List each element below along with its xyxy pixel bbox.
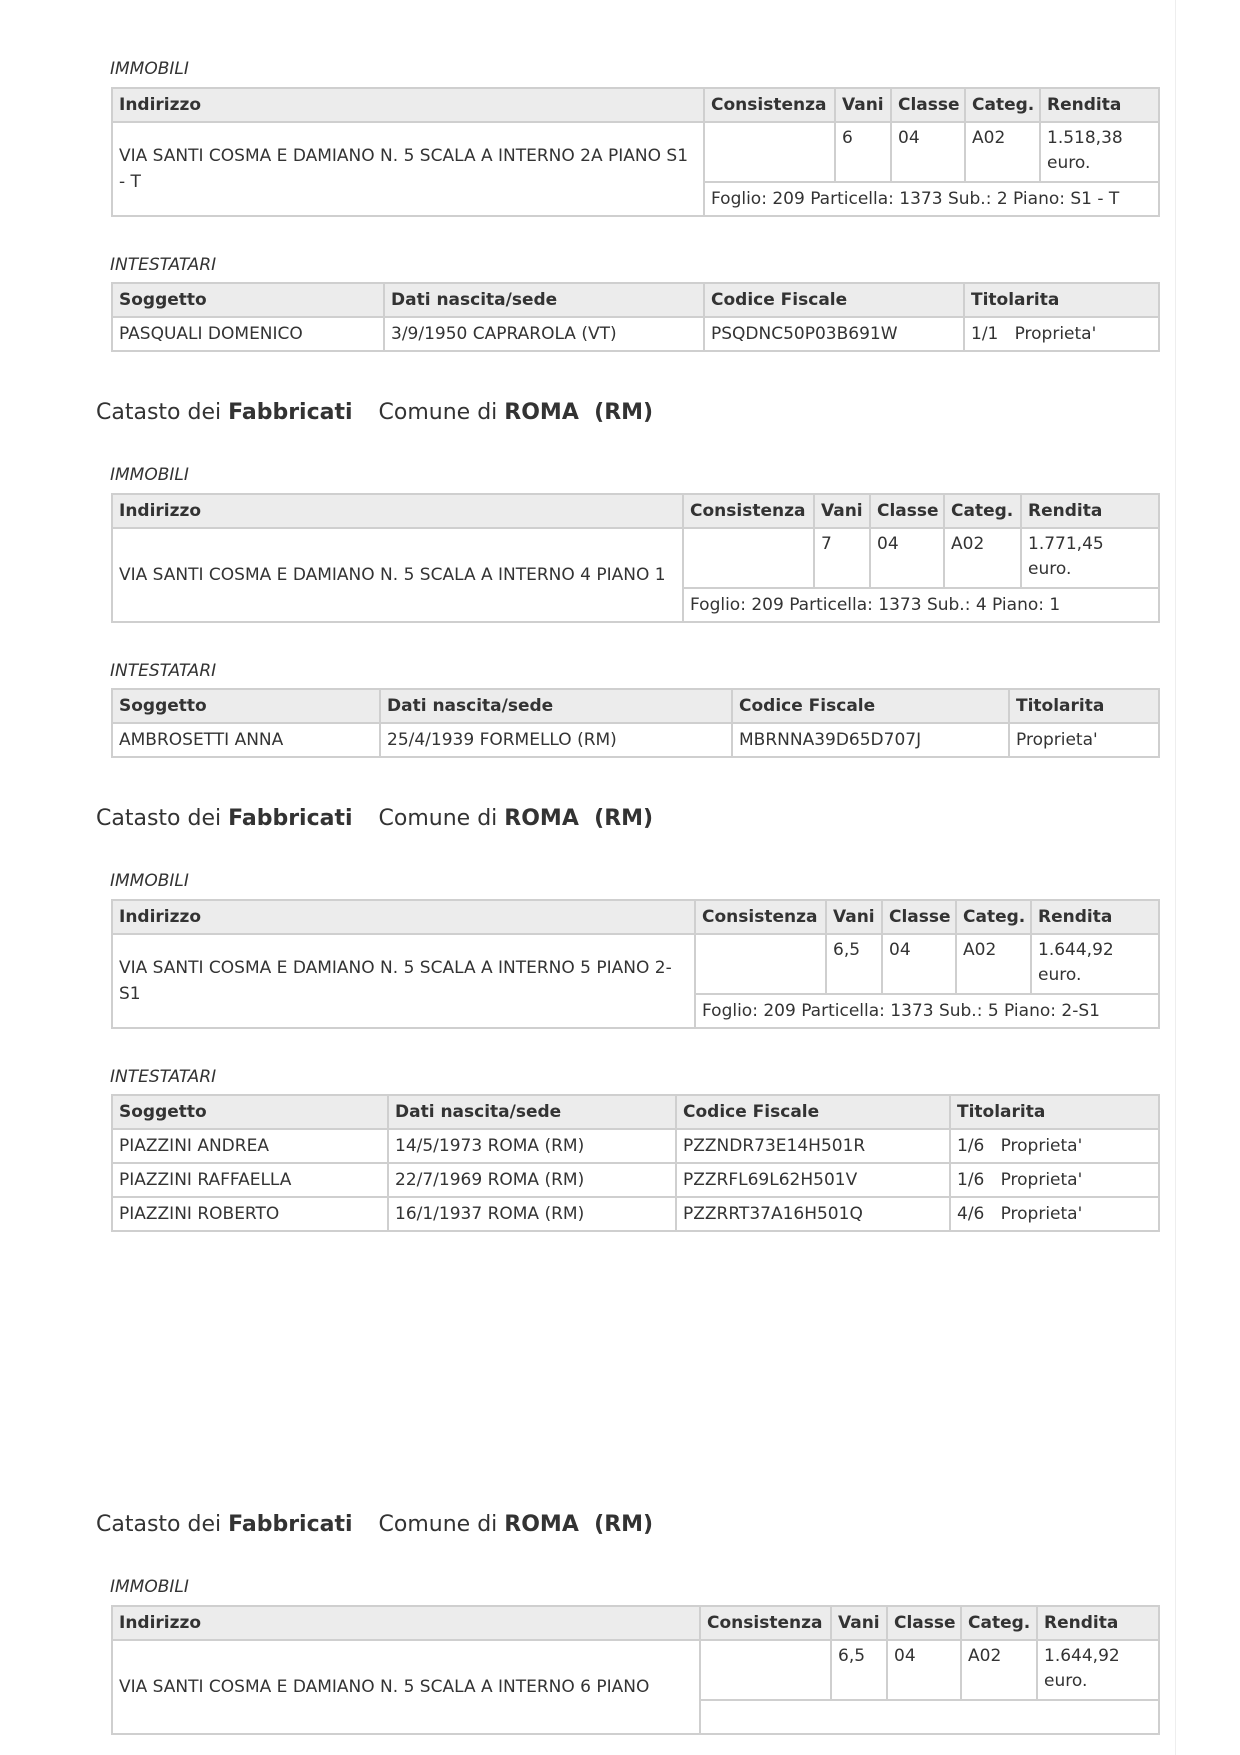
table-header-row: [112, 88, 1159, 122]
col-consistenza: Consistenza: [695, 900, 826, 934]
immobili-label: IMMOBILI: [110, 1577, 189, 1597]
consistenza-cell: [700, 1640, 831, 1700]
dati-cell: 14/5/1973 ROMA (RM): [388, 1129, 676, 1163]
table-header-row: [112, 1606, 1159, 1640]
titolarita-cell: 1/6 Proprieta': [950, 1129, 1159, 1163]
titolarita-cell: Proprieta': [1009, 723, 1159, 757]
rendita-cell: [1021, 528, 1159, 588]
col-dati: Dati nascita/sede: [388, 1095, 676, 1129]
consistenza-cell: [695, 934, 826, 994]
intestatari-table: [111, 688, 1160, 758]
intestatari-label: INTESTATARI: [110, 661, 217, 681]
immobili-table: [111, 493, 1160, 623]
col-titolarita: Titolarita: [964, 283, 1159, 317]
col-indirizzo: Indirizzo: [112, 900, 695, 934]
col-vani: Vani: [826, 900, 882, 934]
cf-cell: PZZRRT37A16H501Q: [676, 1197, 950, 1231]
immobili-table: [111, 1605, 1160, 1735]
rendita-value: 1.644,92: [1038, 940, 1114, 960]
immobili-label: IMMOBILI: [110, 59, 189, 79]
col-indirizzo: Indirizzo: [112, 1606, 700, 1640]
consistenza-cell: [683, 528, 814, 588]
soggetto-cell: PIAZZINI ROBERTO: [112, 1197, 388, 1231]
title-bold: Fabbricati: [228, 806, 353, 831]
col-categ: Categ.: [944, 494, 1021, 528]
title-bold: Fabbricati: [228, 1512, 353, 1537]
intestatari-table: [111, 282, 1160, 352]
table-row: [112, 934, 1159, 994]
col-soggetto: Soggetto: [112, 1095, 388, 1129]
title-comune: Comune di: [378, 1512, 498, 1537]
col-consistenza: Consistenza: [704, 88, 835, 122]
rendita-value: 1.771,45: [1028, 534, 1104, 554]
rendita-cell: [1037, 1640, 1159, 1700]
table-row: [112, 122, 1159, 182]
titolarita-cell: 1/1 Proprieta': [964, 317, 1159, 351]
cf-cell: PZZNDR73E14H501R: [676, 1129, 950, 1163]
section-title: [96, 400, 653, 425]
immobili-table: [111, 899, 1160, 1029]
table-row: [112, 723, 1159, 757]
titolarita-cell: 4/6 Proprieta': [950, 1197, 1159, 1231]
col-cf: Codice Fiscale: [732, 689, 1009, 723]
col-soggetto: Soggetto: [112, 689, 380, 723]
indirizzo-cell: VIA SANTI COSMA E DAMIANO N. 5 SCALA A INTERNO 6 PIANO: [112, 1640, 700, 1734]
categ-cell: A02: [965, 122, 1040, 182]
foglio-cell: Foglio: 209 Particella: 1373 Sub.: 2 Piano: S1 - T: [704, 182, 1159, 216]
titolarita-cell: 1/6 Proprieta': [950, 1163, 1159, 1197]
col-categ: Categ.: [956, 900, 1031, 934]
dati-cell: 22/7/1969 ROMA (RM): [388, 1163, 676, 1197]
soggetto-cell: PIAZZINI ANDREA: [112, 1129, 388, 1163]
rendita-unit: euro.: [1047, 153, 1091, 173]
title-prefix: Catasto dei: [96, 806, 222, 831]
soggetto-cell: PASQUALI DOMENICO: [112, 317, 384, 351]
col-cf: Codice Fiscale: [676, 1095, 950, 1129]
table-row: [112, 1129, 1159, 1163]
table-header-row: [112, 494, 1159, 528]
cf-cell: MBRNNA39D65D707J: [732, 723, 1009, 757]
rendita-unit: euro.: [1044, 1671, 1088, 1691]
cf-cell: PSQDNC50P03B691W: [704, 317, 964, 351]
col-titolarita: Titolarita: [1009, 689, 1159, 723]
col-indirizzo: Indirizzo: [112, 88, 704, 122]
title-city: ROMA (RM): [504, 1512, 654, 1537]
rendita-unit: euro.: [1028, 559, 1072, 579]
col-consistenza: Consistenza: [683, 494, 814, 528]
vani-cell: 6,5: [831, 1640, 887, 1700]
dati-cell: 3/9/1950 CAPRAROLA (VT): [384, 317, 704, 351]
col-consistenza: Consistenza: [700, 1606, 831, 1640]
col-categ: Categ.: [961, 1606, 1037, 1640]
consistenza-cell: [704, 122, 835, 182]
dati-cell: 16/1/1937 ROMA (RM): [388, 1197, 676, 1231]
section-title: [96, 806, 653, 831]
col-classe: Classe: [882, 900, 956, 934]
title-city: ROMA (RM): [504, 400, 654, 425]
col-classe: Classe: [887, 1606, 961, 1640]
title-prefix: Catasto dei: [96, 1512, 222, 1537]
vani-cell: 6: [835, 122, 891, 182]
vani-cell: 6,5: [826, 934, 882, 994]
title-comune: Comune di: [378, 806, 498, 831]
intestatari-label: INTESTATARI: [110, 1067, 217, 1087]
classe-cell: 04: [891, 122, 965, 182]
immobili-table: [111, 87, 1160, 217]
table-row: [112, 528, 1159, 588]
title-comune: Comune di: [378, 400, 498, 425]
rendita-value: 1.644,92: [1044, 1646, 1120, 1666]
categ-cell: A02: [961, 1640, 1037, 1700]
title-bold: Fabbricati: [228, 400, 353, 425]
table-row: [112, 1163, 1159, 1197]
intestatari-label: INTESTATARI: [110, 255, 217, 275]
table-row: [112, 1640, 1159, 1700]
col-vani: Vani: [831, 1606, 887, 1640]
soggetto-cell: PIAZZINI RAFFAELLA: [112, 1163, 388, 1197]
immobili-label: IMMOBILI: [110, 871, 189, 891]
col-vani: Vani: [835, 88, 891, 122]
col-categ: Categ.: [965, 88, 1040, 122]
soggetto-cell: AMBROSETTI ANNA: [112, 723, 380, 757]
classe-cell: 04: [887, 1640, 961, 1700]
vani-cell: 7: [814, 528, 870, 588]
indirizzo-cell: VIA SANTI COSMA E DAMIANO N. 5 SCALA A INTERNO 4 PIANO 1: [112, 528, 683, 622]
classe-cell: 04: [870, 528, 944, 588]
col-dati: Dati nascita/sede: [380, 689, 732, 723]
table-header-row: [112, 1095, 1159, 1129]
col-rendita: Rendita: [1037, 1606, 1159, 1640]
foglio-cell: Foglio: 209 Particella: 1373 Sub.: 4 Piano: 1: [683, 588, 1159, 622]
section-title: [96, 1512, 653, 1537]
col-indirizzo: Indirizzo: [112, 494, 683, 528]
col-vani: Vani: [814, 494, 870, 528]
page-edge: [1175, 0, 1176, 1755]
col-classe: Classe: [891, 88, 965, 122]
intestatari-table: [111, 1094, 1160, 1232]
categ-cell: A02: [956, 934, 1031, 994]
col-titolarita: Titolarita: [950, 1095, 1159, 1129]
title-prefix: Catasto dei: [96, 400, 222, 425]
col-dati: Dati nascita/sede: [384, 283, 704, 317]
col-soggetto: Soggetto: [112, 283, 384, 317]
foglio-cell: Foglio: 209 Particella: 1373 Sub.: 5 Piano: 2-S1: [695, 994, 1159, 1028]
indirizzo-cell: VIA SANTI COSMA E DAMIANO N. 5 SCALA A INTERNO 5 PIANO 2-S1: [112, 934, 695, 1028]
clipped-table-wrapper: [0, 1600, 1240, 1697]
col-cf: Codice Fiscale: [704, 283, 964, 317]
rendita-value: 1.518,38: [1047, 128, 1123, 148]
classe-cell: 04: [882, 934, 956, 994]
immobili-label: IMMOBILI: [110, 465, 189, 485]
rendita-cell: [1040, 122, 1159, 182]
indirizzo-cell: VIA SANTI COSMA E DAMIANO N. 5 SCALA A INTERNO 2A PIANO S1 - T: [112, 122, 704, 216]
col-rendita: Rendita: [1031, 900, 1159, 934]
rendita-cell: [1031, 934, 1159, 994]
table-header-row: [112, 900, 1159, 934]
col-rendita: Rendita: [1040, 88, 1159, 122]
table-header-row: [112, 689, 1159, 723]
categ-cell: A02: [944, 528, 1021, 588]
col-rendita: Rendita: [1021, 494, 1159, 528]
cf-cell: PZZRFL69L62H501V: [676, 1163, 950, 1197]
title-city: ROMA (RM): [504, 806, 654, 831]
table-row: [112, 1197, 1159, 1231]
col-classe: Classe: [870, 494, 944, 528]
dati-cell: 25/4/1939 FORMELLO (RM): [380, 723, 732, 757]
table-row: [112, 317, 1159, 351]
foglio-cell: [700, 1700, 1159, 1734]
table-header-row: [112, 283, 1159, 317]
rendita-unit: euro.: [1038, 965, 1082, 985]
